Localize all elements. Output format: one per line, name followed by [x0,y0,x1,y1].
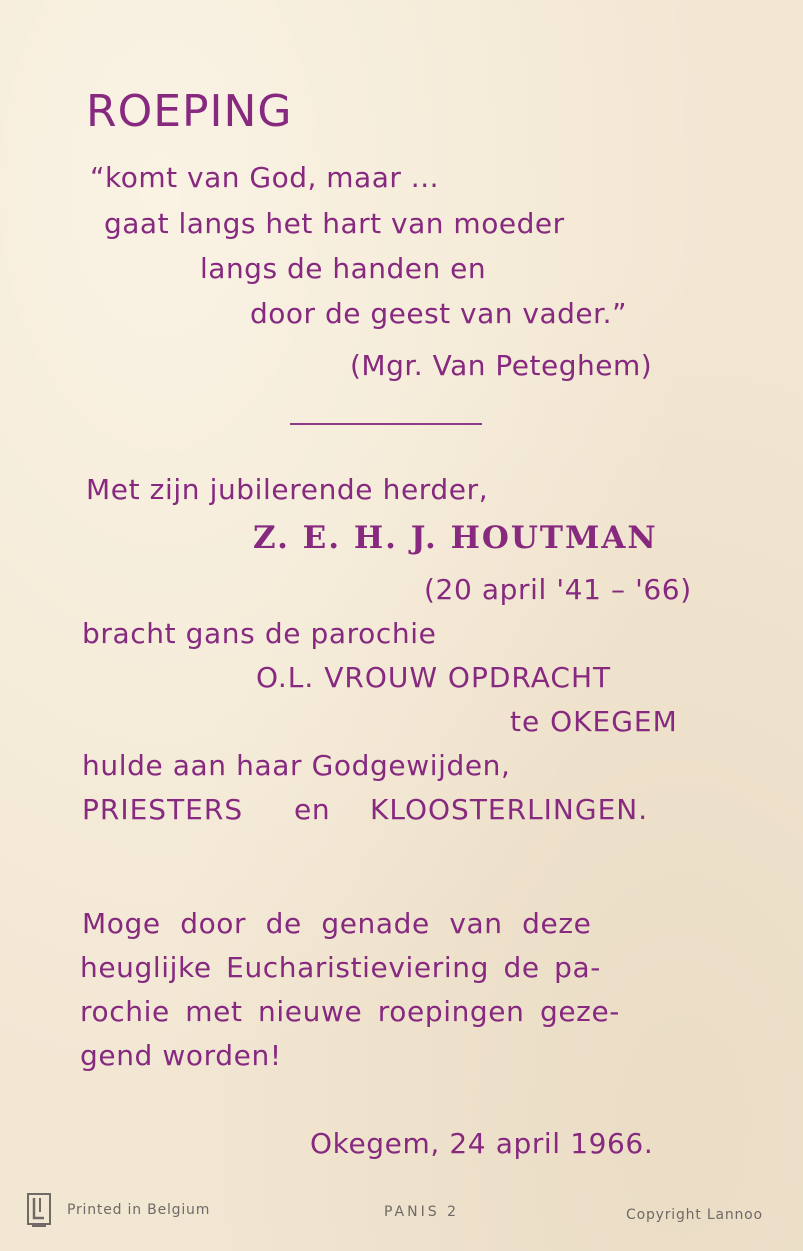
wish-line-3: rochie met nieuwe roepingen geze- [80,995,621,1028]
wish-line-2: heuglijke Eucharistieviering de pa- [80,951,601,984]
quote-line-2: gaat langs het hart van moeder [104,207,565,240]
place-date: Okegem, 24 april 1966. [310,1127,654,1160]
intro-line: Met zijn jubilerende herder, [86,473,489,506]
monastics-label: KLOOSTERLINGEN. [370,793,649,826]
wish-line-4: gend worden! [80,1039,282,1072]
priests-label: PRIESTERS [82,793,244,826]
pastor-name: Z. E. H. J. HOUTMAN [253,520,658,556]
parish-line: bracht gans de parochie [82,617,437,650]
printed-in-belgium: Printed in Belgium [67,1202,211,1218]
quote-line-3: langs de handen en [200,252,487,285]
card-title: ROEPING [86,86,293,137]
quote-author: (Mgr. Van Peteghem) [350,349,653,382]
jubilee-dates: (20 april '41 – '66) [424,573,692,606]
tribute-line: hulde aan haar Godgewijden, [82,749,511,782]
parish-place: te OKEGEM [510,705,678,738]
and-word: en [294,793,331,826]
copyright-notice: Copyright Lannoo [626,1207,763,1223]
quote-line-4: door de geest van vader.” [250,297,627,330]
section-divider [290,423,482,425]
quote-line-1: “komt van God, maar ... [90,161,439,194]
series-code: PANIS 2 [384,1204,459,1220]
lannoo-logo-icon [26,1192,52,1228]
parish-name: O.L. VROUW OPDRACHT [256,661,612,694]
wish-line-1: Moge door de genade van deze [82,907,592,940]
